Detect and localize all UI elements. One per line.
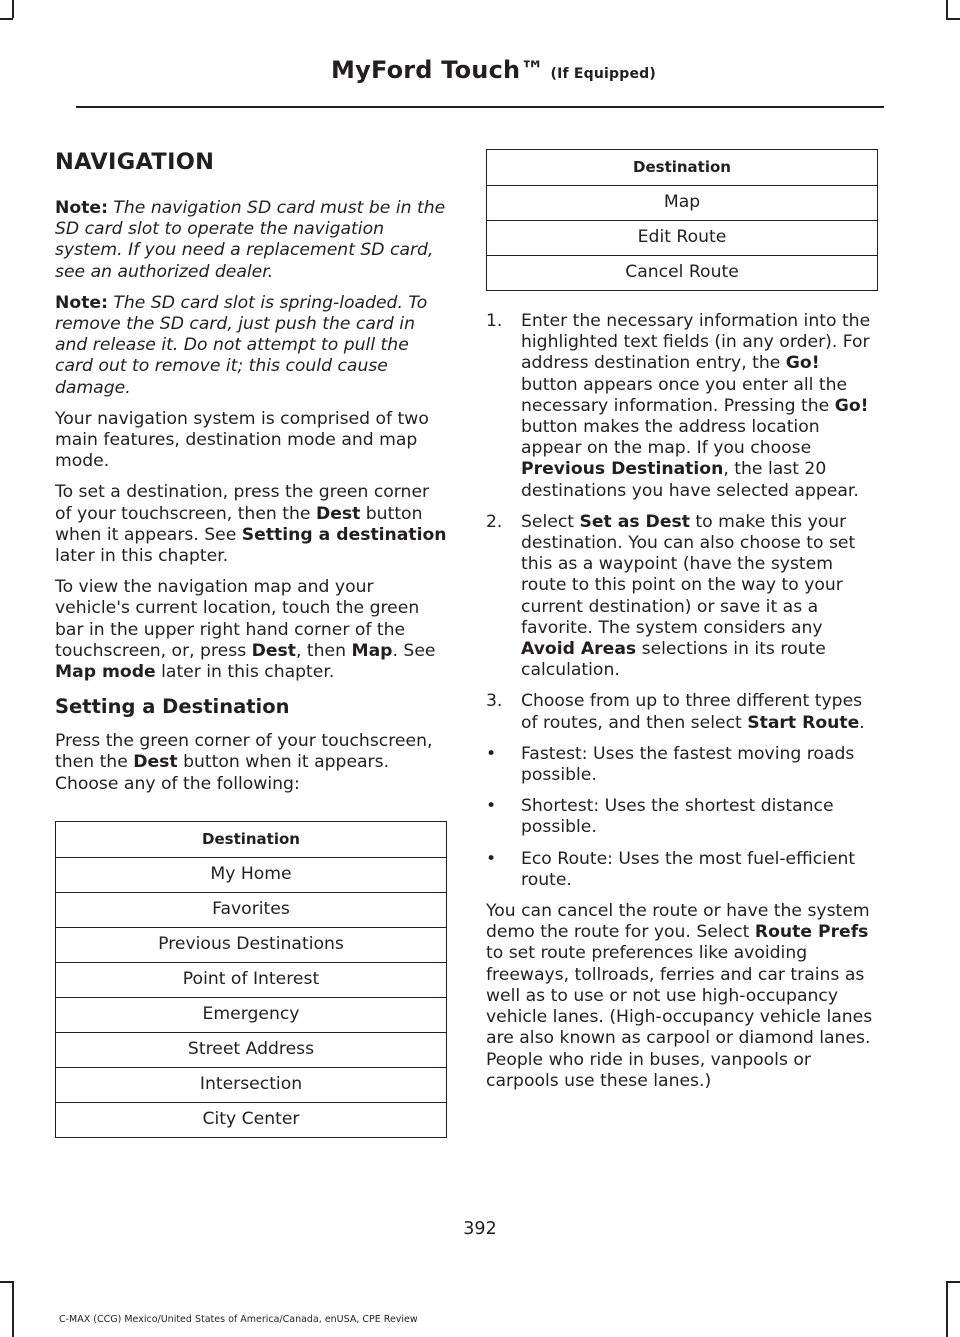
table-row: Intersection xyxy=(56,1067,447,1102)
running-header xyxy=(331,56,656,84)
table-row: Favorites xyxy=(56,892,447,927)
table-row: Street Address xyxy=(56,1032,447,1067)
subsection-heading: Setting a Destination xyxy=(55,695,290,719)
paragraph-set-destination: To set a destination, press the green corner of your touchscreen, then the Dest button when it appears. See Setting a destination later in this chapter. xyxy=(55,482,447,567)
table-row: Point of Interest xyxy=(56,962,447,997)
left-column xyxy=(55,148,447,1138)
table-row: City Center xyxy=(56,1102,447,1137)
crop-mark xyxy=(12,1281,14,1337)
section-heading: NAVIGATION xyxy=(55,149,215,175)
note-spring-loaded: Note: The SD card slot is spring-loaded. To remove the SD card, just push the card in and release it. Do not attempt to pull the card out to remove it; this could cause damage. xyxy=(55,292,428,398)
table-row: Previous Destinations xyxy=(56,927,447,962)
paragraph-view-map: To view the navigation map and your vehicle's current location, touch the green bar in the upper right hand corner of the touchscreen, or, press Dest, then Map. See Map mode later in this chapter. xyxy=(55,577,436,683)
crop-mark xyxy=(0,18,13,20)
route-types-list xyxy=(486,744,878,891)
table-row: Map xyxy=(487,186,878,221)
crop-mark xyxy=(946,1281,960,1283)
page-number: 392 xyxy=(463,1219,497,1239)
header-rule xyxy=(76,106,884,108)
table-row: Edit Route xyxy=(487,221,878,256)
note-sd-card: Note: The navigation SD card must be in the SD card slot to operate the navigation system. If you need a replacement SD card, see an authorized dealer. xyxy=(55,198,446,282)
table-header: Destination xyxy=(487,150,878,186)
table-row: Cancel Route xyxy=(487,256,878,291)
crop-mark xyxy=(0,1281,13,1283)
list-item: 2. Select Set as Dest to make this your destination. You can also choose to set this as a waypoint (have the system route to this point on the way to your current destination) or save it as a favorite. The system considers any Avoid Areas selections in its route calculation. xyxy=(486,511,856,681)
right-column xyxy=(486,149,878,1102)
paragraph-choose: Press the green corner of your touchscreen, then the Dest button when it appears. Choose any of the following: xyxy=(55,731,433,794)
header-subtitle: (If Equipped) xyxy=(550,66,656,82)
crop-mark xyxy=(946,0,948,18)
destination-table xyxy=(55,821,447,1138)
steps-list xyxy=(486,311,878,734)
list-item: 1. Enter the necessary information into the highlighted text fields (in any order). For address destination entry, the Go! button appears once you enter all the necessary information. Pressing the Go! button makes the address location appear on the map. If you choose Previous Destination, the last 20 destinations you have selected appear. xyxy=(486,311,871,501)
crop-mark xyxy=(946,18,960,20)
footer-text: C-MAX (CCG) Mexico/United States of America/Canada, enUSA, CPE Review xyxy=(59,1314,418,1325)
list-item: • Eco Route: Uses the most fuel-efficient route. xyxy=(486,848,856,890)
list-item: • Shortest: Uses the shortest distance possible. xyxy=(486,796,834,838)
header-title: MyFord Touch™ xyxy=(331,56,545,84)
list-item: • Fastest: Uses the fastest moving roads possible. xyxy=(486,743,855,786)
table-header: Destination xyxy=(56,821,447,857)
paragraph-route-prefs: You can cancel the route or have the system demo the route for you. Select Route Prefs to set route preferences like avoiding freeways, tollroads, ferries and car trains as well as to use or not use high-occupancy vehicle lanes. (High-occupancy vehicle lanes are also known as carpool or diamond lanes. People who ride in buses, vanpools or carpools use these lanes.) xyxy=(486,901,873,1091)
destination-table-continued xyxy=(486,149,878,291)
table-row: Emergency xyxy=(56,997,447,1032)
paragraph-features: Your navigation system is comprised of two main features, destination mode and map mode. xyxy=(55,408,429,472)
list-item: 3. Choose from up to three different types of routes, and then select Start Route. xyxy=(486,691,865,733)
table-row: My Home xyxy=(56,857,447,892)
crop-mark xyxy=(946,1281,948,1337)
crop-mark xyxy=(12,0,14,18)
